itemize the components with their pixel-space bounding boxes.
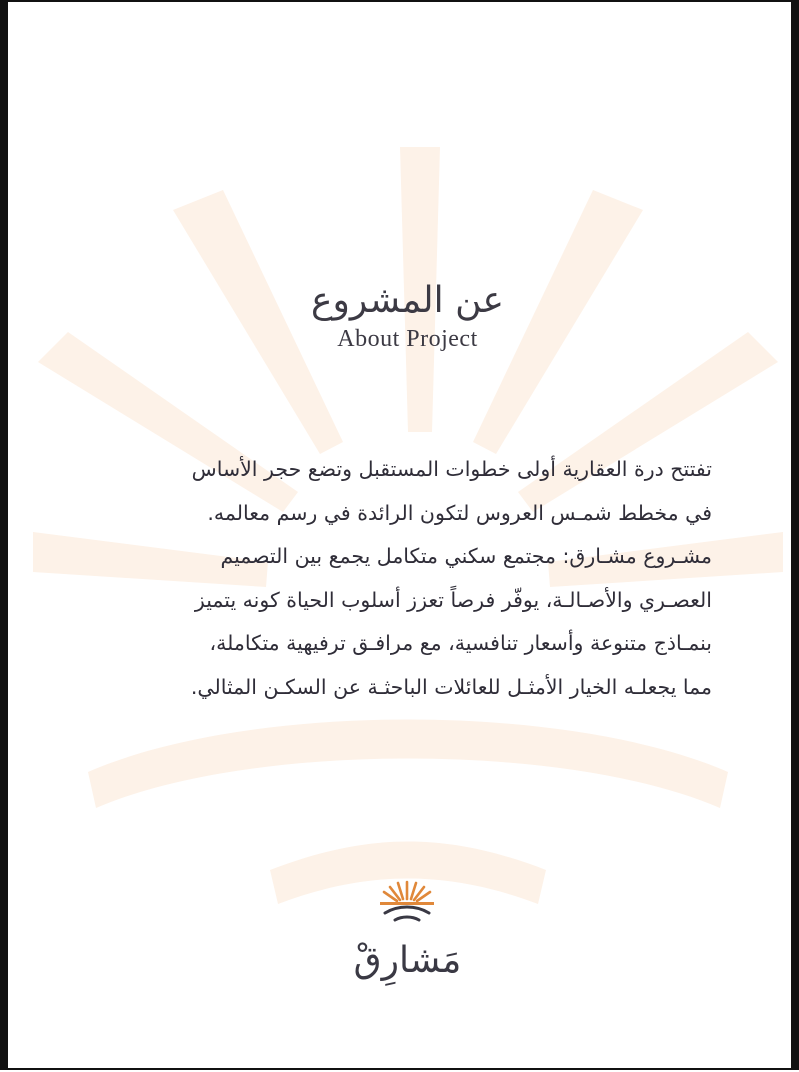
paragraph-line: مشـروع مشـارق: مجتمع سكني متكامل يجمع بين التصميم — [220, 544, 712, 568]
about-paragraph — [100, 448, 712, 709]
page-title-english: About Project — [337, 326, 478, 352]
paragraph-line: في مخطط شمـس العروس لتكون الرائدة في رسم معالمه. — [207, 500, 712, 525]
paragraph-line: بنمـاذج متنوعة وأسعار تنافسية، مع مرافـق ترفيهية متكاملة، — [209, 631, 712, 655]
sunrise-icon — [376, 880, 438, 922]
page-title-arabic: عن المشروع — [311, 280, 504, 321]
paragraph-line: العصـري والأصـالـة، يوفّر فرصاً تعزز أسلوب الحياة كونه يتميز — [194, 587, 712, 612]
logo-wordmark: مَشارِقْ — [353, 940, 462, 981]
paragraph-line: مما يجعلـه الخيار الأمثـل للعائلات الباحثـة عن السكـن المثالي. — [190, 674, 712, 699]
paragraph-line: تفتتح درة العقارية أولى خطوات المستقبل وتضع حجر الأساس — [191, 457, 712, 481]
